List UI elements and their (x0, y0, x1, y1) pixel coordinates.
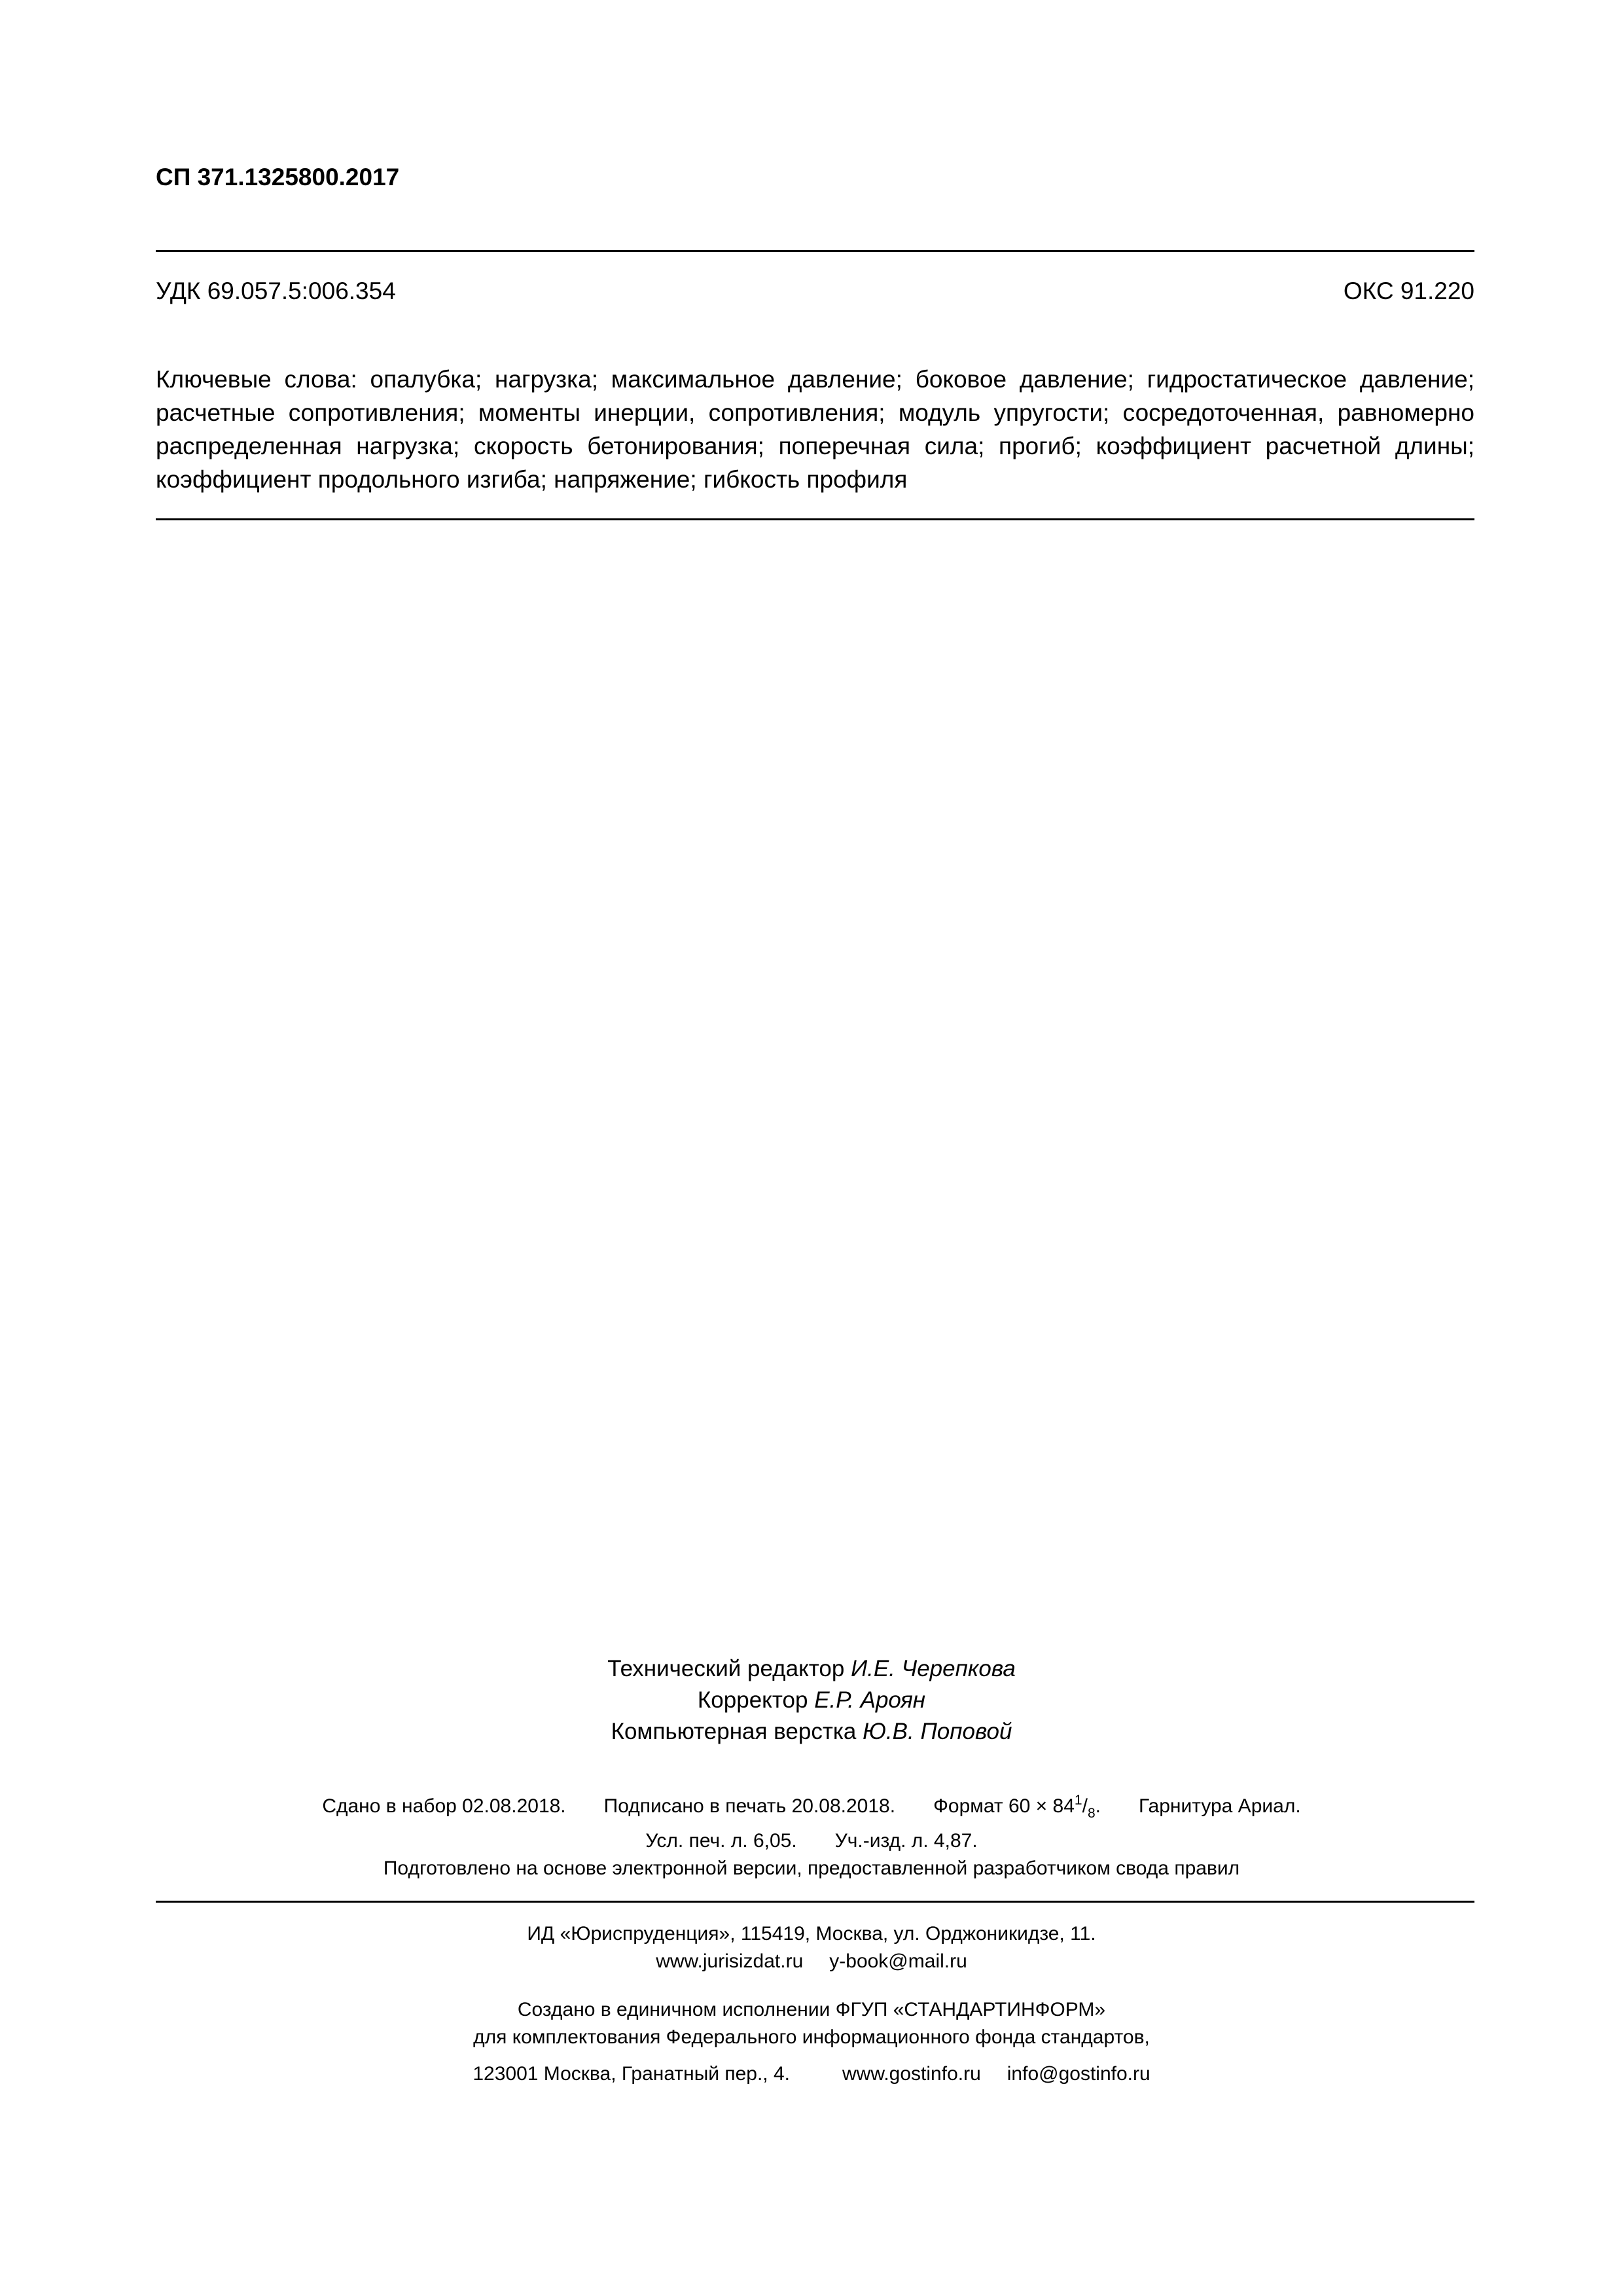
top-divider (156, 250, 1474, 252)
prepared-note: Подготовлено на основе электронной версии, предоставленной разработчиком свода правил (383, 1857, 1240, 1879)
submitted-date: Сдано в набор 02.08.2018. (322, 1795, 566, 1817)
produced-address: 123001 Москва, Гранатный пер., 4. (473, 2063, 790, 2085)
tech-editor-line (0, 1653, 1623, 1685)
signed-date: Подписано в печать 20.08.2018. (603, 1795, 896, 1817)
publisher-contacts (0, 1948, 1623, 1975)
keywords-paragraph: Ключевые слова: опалубка; нагрузка; максимальное давление; боковое давление; гидростатическое давление; расчетные сопротивления; моменты инерции, сопротивления; модуль упругости; сосредоточенная, равномерно распределенная нагрузка; скорость бетонирования; поперечная сила; прогиб; коэффициент расчетной длины; коэффициент продольного изгиба; напряжение; гибкость профиля (156, 366, 1474, 493)
tech-editor-name: И.Е. Черепкова (851, 1656, 1016, 1681)
tech-editor-label: Технический редактор (607, 1656, 845, 1681)
layout-line (0, 1716, 1623, 1748)
document-code: СП 371.1325800.2017 (156, 164, 400, 190)
gostinfo-email-link[interactable]: info@gostinfo.ru (1007, 2063, 1150, 2085)
publisher-block (0, 1920, 1623, 1975)
produced-line-1: Создано в единичном исполнении ФГУП «СТАНДАРТИНФОРМ» (517, 1999, 1106, 2020)
print-sheets: Усл. печ. л. 6,05. (645, 1830, 797, 1852)
oks-code: ОКС 91.220 (1343, 278, 1474, 304)
keywords-divider (156, 518, 1474, 520)
produced-line-2: для комплектования Федерального информационного фонда стандартов, (473, 2026, 1150, 2048)
print-info-block (0, 1787, 1623, 1855)
corrector-name: Е.Р. Ароян (814, 1687, 926, 1713)
udk-code: УДК 69.057.5:006.354 (156, 278, 396, 304)
gostinfo-site-link[interactable]: www.gostinfo.ru (842, 2063, 981, 2085)
publisher-divider (156, 1901, 1474, 1903)
publisher-sheets: Уч.-изд. л. 4,87. (834, 1830, 978, 1852)
produced-contacts (0, 2060, 1623, 2088)
typeface-info: Гарнитура Ариал. (1138, 1795, 1301, 1817)
print-info-line-2 (0, 1827, 1623, 1855)
credits-block (0, 1653, 1623, 1748)
corrector-label: Корректор (697, 1687, 808, 1713)
layout-name: Ю.В. Поповой (863, 1719, 1012, 1744)
publisher-site-link[interactable]: www.jurisizdat.ru (656, 1950, 804, 1972)
publisher-address: ИД «Юриспруденция», 115419, Москва, ул. Орджоникидзе, 11. (527, 1923, 1096, 1945)
layout-label: Компьютерная верстка (611, 1719, 857, 1744)
print-info-line-1 (0, 1787, 1623, 1827)
produced-block (0, 1996, 1623, 2088)
publisher-email-link[interactable]: y-book@mail.ru (829, 1950, 967, 1972)
format-info: Формат $60 \times 84^1/_8$. (933, 1793, 1101, 1821)
corrector-line (0, 1685, 1623, 1716)
